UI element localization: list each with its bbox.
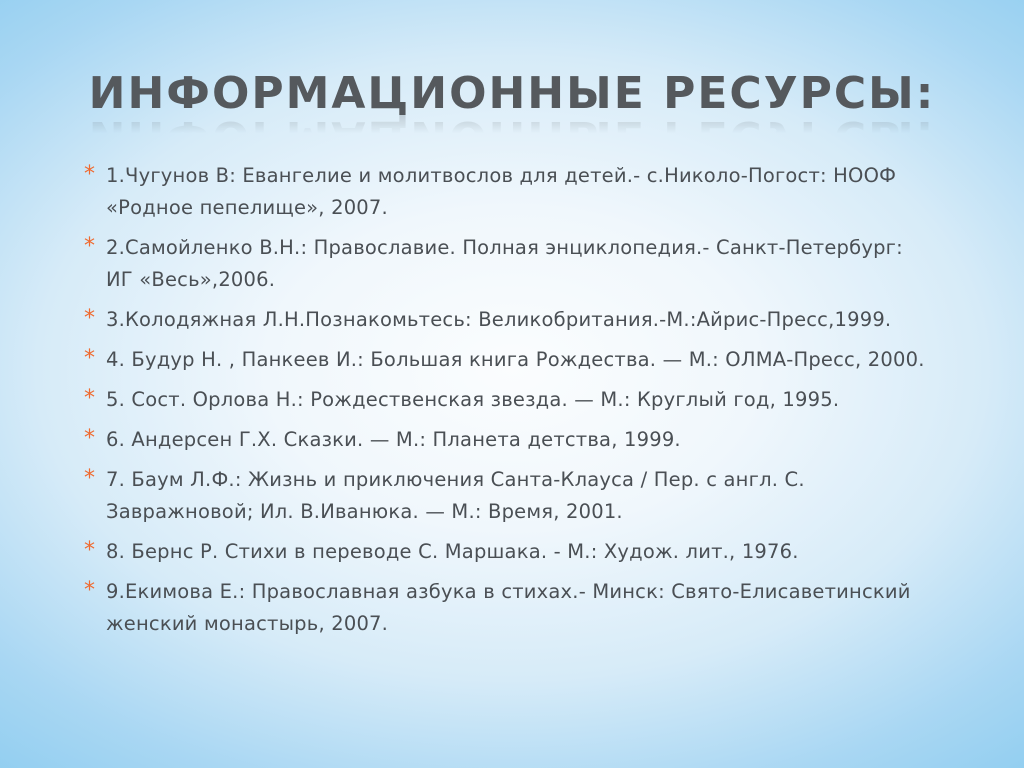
reference-text: 8. Бернс Р. Стихи в переводе С. Маршака. - М.: Худож. лит., 1976. (106, 540, 799, 563)
list-item (84, 304, 934, 336)
asterisk-bullet-icon: * (84, 386, 96, 411)
list-item (84, 424, 934, 456)
list-item (84, 160, 934, 224)
list-item (84, 576, 934, 640)
reference-text: 2.Самойленко В.Н.: Православие. Полная энциклопедия.- Санкт-Петербург: ИГ «Весь»,2006. (106, 236, 903, 291)
reference-text: 1.Чугунов В: Евангелие и молитвослов для детей.- с.Николо-Погост: НООФ «Родное пепелище», 2007. (106, 164, 897, 219)
list-item (84, 344, 934, 376)
reference-text: 9.Екимова Е.: Православная азбука в стихах.- Минск: Свято-Елисаветинский женский монастырь, 2007. (106, 580, 911, 635)
reference-text: 7. Баум Л.Ф.: Жизнь и приключения Санта-Клауса / Пер. с англ. С. Завражновой; Ил. В.Иванюка. — М.: Время, 2001. (106, 468, 805, 523)
list-item (84, 536, 934, 568)
asterisk-bullet-icon: * (84, 466, 96, 491)
asterisk-bullet-icon: * (84, 306, 96, 331)
asterisk-bullet-icon: * (84, 162, 96, 187)
list-item (84, 464, 934, 528)
reference-text: 6. Андерсен Г.Х. Сказки. — М.: Планета детства, 1999. (106, 428, 681, 451)
asterisk-bullet-icon: * (84, 234, 96, 259)
asterisk-bullet-icon: * (84, 426, 96, 451)
reference-text: 3.Колодяжная Л.Н.Познакомьтесь: Великобритания.-М.:Айрис-Пресс,1999. (106, 308, 892, 331)
reference-text: 4. Будур Н. , Панкеев И.: Большая книга Рождества. — М.: ОЛМА-Пресс, 2000. (106, 348, 925, 371)
asterisk-bullet-icon: * (84, 346, 96, 371)
list-item (84, 384, 934, 416)
slide-title: ИНФОРМАЦИОННЫЕ РЕСУРСЫ: (88, 68, 936, 119)
reference-list (84, 160, 934, 648)
list-item (84, 232, 934, 296)
asterisk-bullet-icon: * (84, 578, 96, 603)
asterisk-bullet-icon: * (84, 538, 96, 563)
reference-text: 5. Сост. Орлова Н.: Рождественская звезда. — М.: Круглый год, 1995. (106, 388, 840, 411)
